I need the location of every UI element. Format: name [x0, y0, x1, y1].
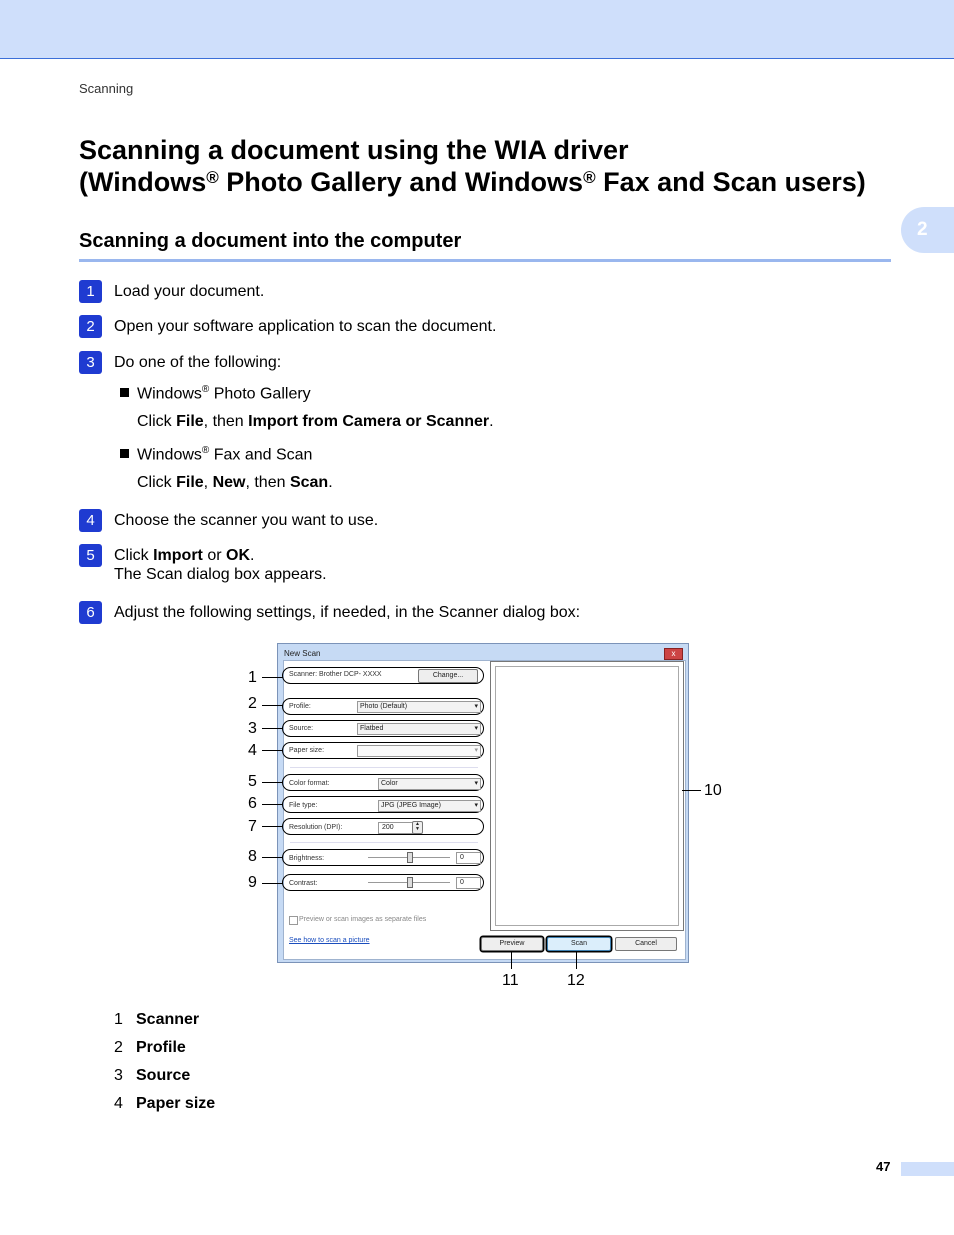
footer-band	[901, 1162, 954, 1176]
step-number: 4	[79, 509, 102, 532]
step-number: 6	[79, 601, 102, 624]
change-button[interactable]: Change...	[418, 669, 478, 683]
close-icon[interactable]: x	[664, 648, 683, 660]
callout-4: 4	[248, 742, 257, 759]
leader-line	[511, 951, 512, 969]
chapter-tab: 2	[901, 207, 954, 253]
callout-8: 8	[248, 848, 257, 865]
callout-9: 9	[248, 874, 257, 891]
leader-line	[262, 782, 283, 783]
help-link[interactable]: See how to scan a picture	[289, 937, 370, 944]
callout-12: 12	[567, 972, 585, 989]
callout-5: 5	[248, 773, 257, 790]
legend-item: 3 Source	[114, 1067, 191, 1084]
step-number: 2	[79, 315, 102, 338]
color-format-select[interactable]: Color ▾	[378, 778, 481, 790]
preview-button[interactable]: Preview	[481, 937, 543, 951]
header-band	[0, 0, 954, 59]
profile-label: Profile:	[289, 703, 311, 710]
leader-line	[262, 705, 283, 706]
leader-line	[262, 883, 283, 884]
brightness-label: Brightness:	[289, 855, 325, 862]
brightness-slider-thumb[interactable]	[407, 852, 413, 863]
contrast-label: Contrast:	[289, 880, 318, 887]
leader-line	[262, 750, 283, 751]
contrast-slider-thumb[interactable]	[407, 877, 413, 888]
leader-line	[576, 951, 577, 969]
callout-10: 10	[704, 782, 722, 799]
leader-line	[262, 826, 283, 827]
leader-line	[262, 677, 283, 678]
section-heading: Scanning a document into the computer	[79, 230, 891, 262]
callout-7: 7	[248, 818, 257, 835]
color-format-label: Color format:	[289, 780, 330, 787]
legend-item: 4 Paper size	[114, 1095, 216, 1112]
divider	[290, 842, 478, 843]
step-text: Do one of the following:	[114, 354, 282, 371]
page-title-line2: (Windows® Photo Gallery and Windows® Fax and Scan users)	[79, 167, 866, 197]
option-fax-scan-instruction: Click File, New, then Scan.	[137, 474, 333, 491]
paper-size-select[interactable]	[357, 745, 481, 757]
paper-size-label: Paper size:	[289, 747, 325, 754]
callout-11: 11	[502, 972, 519, 989]
separate-files-checkbox[interactable]	[289, 916, 298, 925]
page-number: 47	[876, 1159, 891, 1174]
cancel-button[interactable]: Cancel	[615, 937, 677, 951]
step-number: 5	[79, 544, 102, 567]
callout-1: 1	[248, 669, 257, 686]
callout-6: 6	[248, 795, 257, 812]
step-text: Choose the scanner you want to use.	[114, 512, 379, 529]
leader-line	[262, 857, 283, 858]
resolution-label: Resolution (DPI):	[289, 824, 343, 831]
file-type-select[interactable]: JPG (JPEG Image) ▾	[378, 800, 481, 812]
step-text: Click Import or OK.	[114, 547, 255, 564]
legend-item: 1 Scanner	[114, 1011, 200, 1028]
source-select[interactable]: Flatbed ▾	[357, 723, 481, 735]
step-text: Adjust the following settings, if needed, in the Scanner dialog box:	[114, 604, 581, 621]
scanner-label: Scanner: Brother DCP- XXXX	[289, 671, 382, 678]
profile-select[interactable]: Photo (Default) ▾	[357, 701, 481, 713]
page-title-line1: Scanning a document using the WIA driver	[79, 135, 629, 165]
callout-3: 3	[248, 720, 257, 737]
step-text: Open your software application to scan the document.	[114, 318, 497, 335]
bullet-icon	[120, 388, 129, 397]
leader-line	[682, 790, 701, 791]
dialog-title: New Scan	[284, 649, 321, 658]
option-photo-gallery: Windows® Photo Gallery	[120, 384, 311, 403]
preview-area	[490, 661, 684, 931]
leader-line	[262, 728, 283, 729]
resolution-spinner[interactable]: ▲ ▼	[412, 821, 423, 834]
option-fax-scan: Windows® Fax and Scan	[120, 445, 312, 464]
option-photo-gallery-instruction: Click File, then Import from Camera or Scanner.	[137, 413, 494, 430]
file-type-label: File type:	[289, 802, 318, 809]
page-title	[79, 134, 899, 198]
bullet-icon	[120, 449, 129, 458]
separate-files-label: Preview or scan images as separate files	[299, 916, 427, 923]
resolution-input[interactable]: 200	[378, 822, 413, 834]
step-number: 3	[79, 351, 102, 374]
scan-button[interactable]: Scan	[547, 937, 611, 951]
brightness-input[interactable]: 0	[456, 852, 481, 864]
step-5-note: The Scan dialog box appears.	[114, 566, 327, 583]
breadcrumb: Scanning	[79, 81, 134, 96]
leader-line	[262, 804, 283, 805]
source-label: Source:	[289, 725, 314, 732]
step-number: 1	[79, 280, 102, 303]
step-text: Load your document.	[114, 283, 265, 300]
legend-item: 2 Profile	[114, 1039, 186, 1056]
callout-2: 2	[248, 695, 257, 712]
divider	[290, 767, 478, 768]
contrast-input[interactable]: 0	[456, 877, 481, 889]
